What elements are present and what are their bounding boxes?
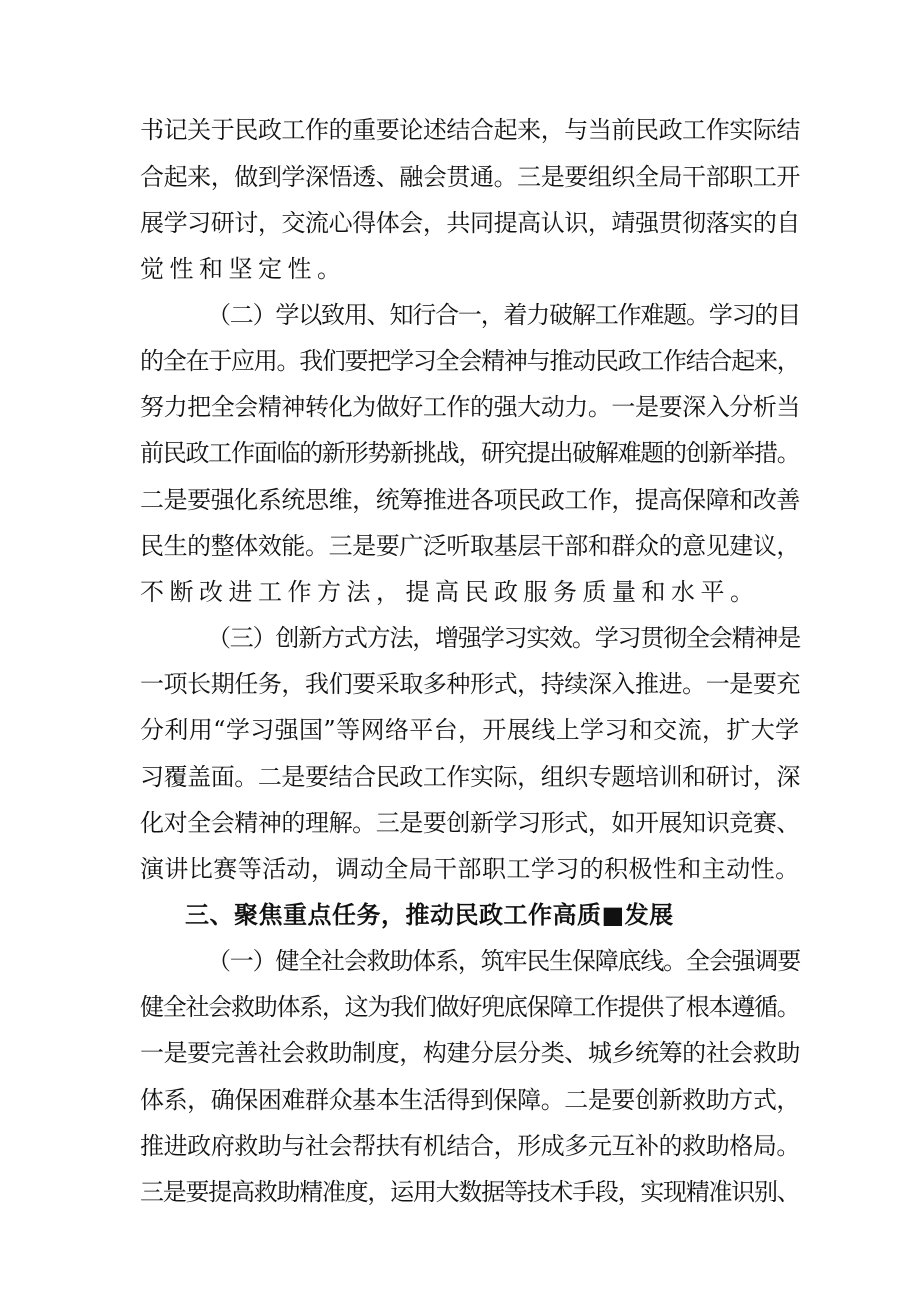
text-line: 书记关于民政工作的重要论述结合起来，与当前民政工作实际结	[140, 116, 800, 144]
text-line: 前民政工作面临的新形势新挑战，研究提出破解难题的创新举措。	[140, 439, 800, 467]
section-heading: 三、聚焦重点任务，推动民政工作高质■发展	[185, 901, 674, 929]
text-line: 体系，确保困难群众基本生活得到保障。二是要创新救助方式，	[140, 1086, 800, 1114]
text-line: 一是要完善社会救助制度，构建分层分类、城乡统筹的社会救助	[140, 1039, 800, 1067]
paragraph-first-line: （一）健全社会救助体系，筑牢民生保障底线。全会强调要	[207, 947, 800, 975]
text-line: 努力把全会精神转化为做好工作的强大动力。一是要深入分析当	[140, 393, 800, 421]
text-line: 二是要强化系统思维，统筹推进各项民政工作，提高保障和改善	[140, 486, 800, 514]
text-line: 展学习研讨，交流心得体会，共同提高认识，靖强贯彻落实的自	[140, 209, 800, 237]
text-line: 觉性和坚定性。	[140, 255, 347, 283]
text-line: 合起来，做到学深悟透、融会贯通。三是要组织全局干部职工开	[140, 163, 800, 191]
text-line: 三是要提高救助精准度，运用大数据等技术手段，实现精准识别、	[140, 1178, 800, 1206]
text-line: 的全在于应用。我们要把学习全会精神与推动民政工作结合起来，	[140, 347, 800, 375]
paragraph-first-line: （二）学以致用、知行合一，着力破解工作难题。学习的目	[207, 301, 800, 329]
text-line: 演讲比赛等活动，调动全局干部职工学习的积极性和主动性。	[140, 855, 800, 883]
text-line: 习覆盖面。二是要结合民政工作实际，组织专题培训和研讨，深	[140, 763, 800, 791]
text-line: 民生的整体效能。三是要广泛听取基层干部和群众的意见建议，	[140, 532, 800, 560]
text-line: 推进政府救助与社会帮扶有机结合，形成多元互补的救助格局。	[140, 1132, 800, 1160]
text-line: 化对全会精神的理解。三是要创新学习形式，如开展知识竞赛、	[140, 809, 800, 837]
text-line: 健全社会救助体系，这为我们做好兜底保障工作提供了根本遵循。	[140, 993, 800, 1021]
paragraph-first-line: （三）创新方式方法，增强学习实效。学习贯彻全会精神是	[207, 624, 800, 652]
text-line: 分利用“学习强国”等网络平台，开展线上学习和交流，扩大学	[140, 716, 800, 744]
text-line: 一项长期任务，我们要采取多种形式，持续深入推进。一是要充	[140, 670, 800, 698]
text-line: 不断改进工作方法，提高民政服务质量和水平。	[140, 578, 760, 606]
